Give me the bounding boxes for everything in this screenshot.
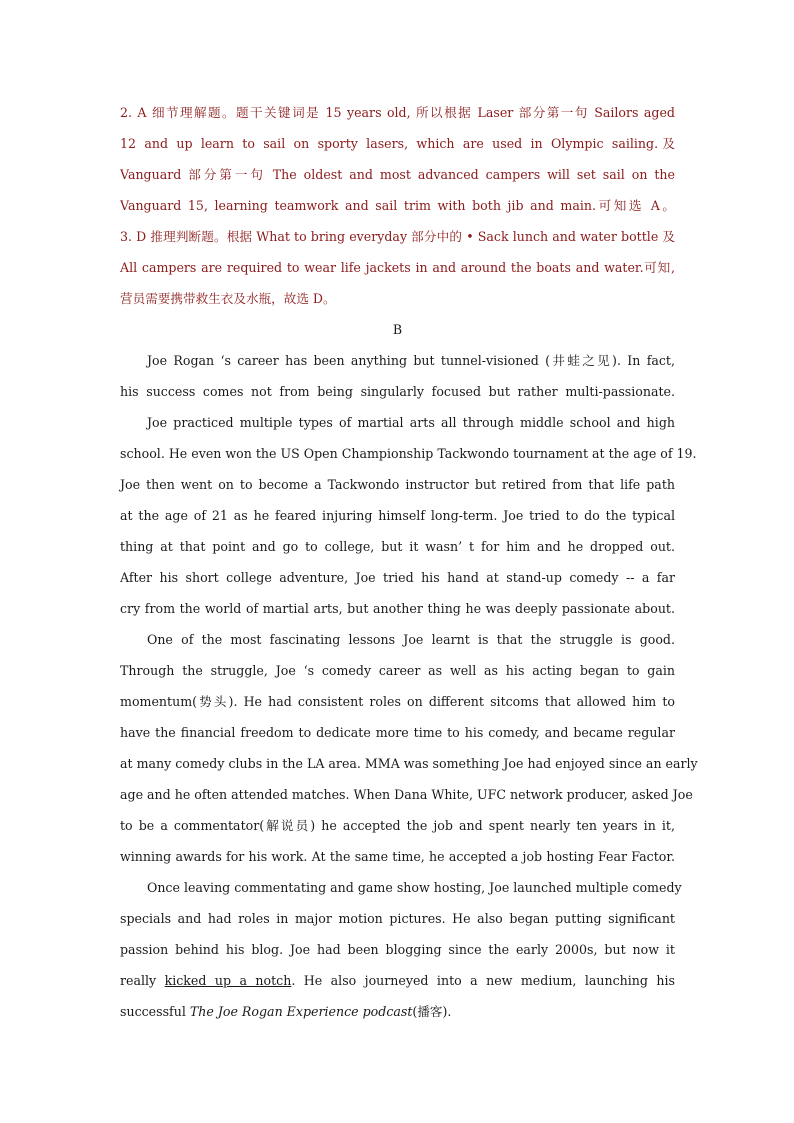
answer-q3-line-3: 营员需要携带救生衣及水瓶，故选 D。 (120, 291, 336, 306)
passage-p4-line-5-start: successful (120, 1004, 190, 1019)
answer-q3-line-2: All campers are required to wear life jackets in and around the boats and water.可知, (120, 260, 675, 275)
document-page (120, 97, 698, 1027)
passage-p3-line-4: have the financial freedom to dedicate more time to his comedy, and became regular (120, 725, 675, 740)
passage-p3-line-1: One of the most fascinating lessons Joe learnt is that the struggle is good. (147, 632, 675, 647)
passage-p2-line-7: cry from the world of martial arts, but another thing he was deeply passionate about. (120, 601, 675, 616)
passage-p1-line-1: Joe Rogan ‘s career has been anything but tunnel-visioned (井蛙之见). In fact, (147, 353, 675, 368)
passage-p2-line-4: at the age of 21 as he feared injuring himself long-term. Joe tried to do the typical (120, 508, 675, 523)
passage-p4-line-3: passion behind his blog. Joe had been blogging since the early 2000s, but now it (120, 942, 675, 957)
section-label: B (392, 322, 403, 337)
passage-p4-line-5-end: (播客). (412, 1004, 452, 1019)
passage-p2-line-2: school. He even won the US Open Championship Tackwondo tournament at the age of 19. (120, 446, 697, 461)
passage-p2-line-6: After his short college adventure, Joe tried his hand at stand-up comedy -- a far (120, 570, 675, 585)
passage-p4-line-2: specials and had roles in major motion pictures. He also began putting significant (120, 911, 675, 926)
passage-p3-line-3: momentum(势头). He had consistent roles on different sitcoms that allowed him to (120, 694, 675, 709)
answer-q2-line-3: Vanguard 部分第一句 The oldest and most advanced campers will set sail on the (120, 167, 675, 182)
passage-p3-line-7: to be a commentator(解说员) he accepted the job and spent nearly ten years in it, (120, 818, 675, 833)
passage-p4-line-4-end: . He also journeyed into a new medium, launching his (291, 973, 675, 988)
passage-p4-line-4 (120, 965, 675, 996)
passage-p4-line-5 (120, 996, 675, 1027)
passage-p3-line-5: at many comedy clubs in the LA area. MMA was something Joe had enjoyed since an early (120, 756, 698, 771)
podcast-title: The Joe Rogan Experience podcast (189, 1004, 413, 1019)
passage-p3-line-6: age and he often attended matches. When Dana White, UFC network producer, asked Joe (120, 787, 693, 802)
answer-q2-line-1: 2. A 细节理解题。题干关键词是 15 years old, 所以根据 Laser 部分第一句 Sailors aged (120, 105, 675, 120)
answer-q3-line-1: 3. D 推理判断题。根据 What to bring everyday 部分中的 • Sack lunch and water bottle 及 (120, 229, 675, 244)
passage-p2-line-5: thing at that point and go to college, but it wasn’ t for him and he dropped out. (120, 539, 675, 554)
answer-q2-line-2: 12 and up learn to sail on sporty lasers, which are used in Olympic sailing.及 (120, 136, 675, 151)
passage-p1-line-2: his success comes not from being singularly focused but rather multi-passionate. (120, 384, 675, 399)
passage-p2-line-3: Joe then went on to become a Tackwondo instructor but retired from that life path (120, 477, 675, 492)
answer-q2-line-4: Vanguard 15, learning teamwork and sail trim with both jib and main.可知选 A。 (120, 198, 675, 213)
passage-p3-line-2: Through the struggle, Joe ‘s comedy career as well as his acting began to gain (120, 663, 675, 678)
underlined-phrase: kicked up a notch (164, 973, 292, 988)
passage-p2-line-1: Joe practiced multiple types of martial arts all through middle school and high (147, 415, 675, 430)
passage-p4-line-4-start: really (120, 973, 157, 988)
passage-p3-line-8: winning awards for his work. At the same time, he accepted a job hosting Fear Factor. (120, 849, 675, 864)
passage-p4-line-1: Once leaving commentating and game show hosting, Joe launched multiple comedy (147, 880, 682, 895)
